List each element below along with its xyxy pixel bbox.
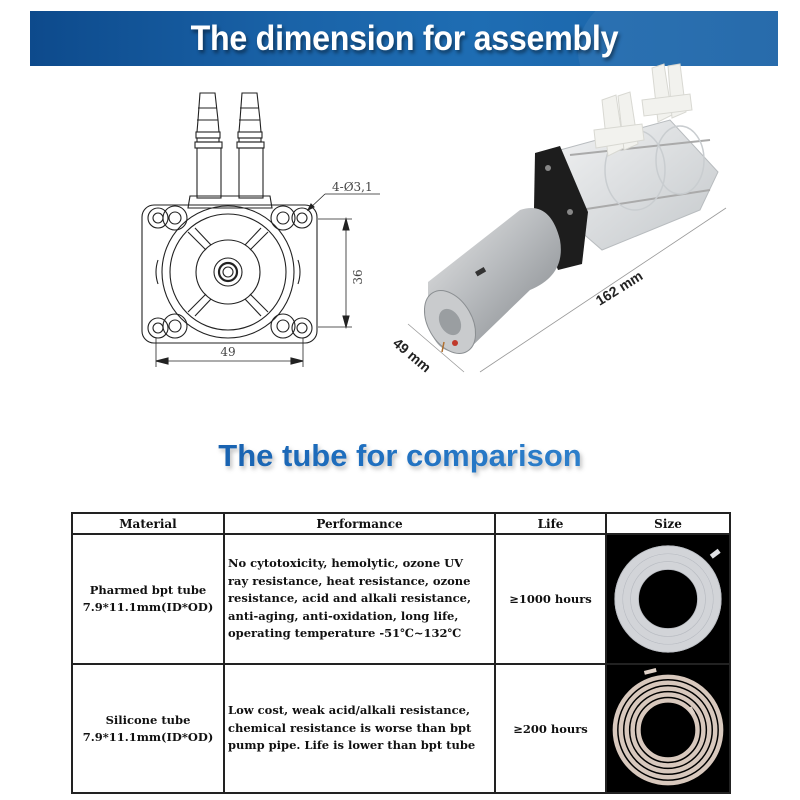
table-header-row [72,513,730,534]
section-title: The tube for comparison [0,438,800,474]
performance-cell [224,664,495,793]
header-size: Size [606,513,730,534]
bpt-tube-image [606,534,730,664]
material-name: Silicone tube [105,712,191,727]
performance-line: operating temperature -51℃~132℃ [228,626,462,641]
pump-dimension-drawing [120,80,380,380]
performance-line: No cytotoxicity, hemolytic, ozone UV [228,556,464,571]
tube-comparison-table [71,512,731,794]
life-cell: ≥200 hours [495,664,606,793]
length-label: 162 mm [592,267,646,309]
height-dimension-label: 36 [351,269,365,285]
pump-product-photo [380,60,740,400]
material-size: 7.9*11.1mm(ID*OD) [82,729,214,744]
width-label: 49 mm [390,334,435,376]
performance-line: anti-aging, anti-oxidation, long life, [228,608,459,623]
material-name: Pharmed bpt tube [89,583,207,597]
material-cell [72,664,224,793]
table-row [72,534,730,664]
table-row [72,664,730,793]
life-cell: ≥1000 hours [495,534,606,664]
hole-spec-label: 4-Ø3,1 [332,180,373,194]
header-performance: Performance [224,513,495,534]
performance-line: chemical resistance is worse than bpt [228,720,472,735]
header-banner [30,11,778,66]
banner-title: The dimension for assembly [190,18,618,58]
material-cell [72,534,224,664]
header-material: Material [72,513,224,534]
header-life: Life [495,513,606,534]
silicone-tube-image [606,664,730,793]
performance-cell [224,534,495,664]
width-dimension-label: 49 [220,345,236,359]
performance-line: resistance, acid and alkali resistance, [228,591,471,606]
performance-line: pump pipe. Life is lower than bpt tube [228,738,476,753]
performance-line: ray resistance, heat resistance, ozone [228,573,471,588]
material-size: 7.9*11.1mm(ID*OD) [82,600,214,614]
performance-line: Low cost, weak acid/alkali resistance, [228,703,470,718]
